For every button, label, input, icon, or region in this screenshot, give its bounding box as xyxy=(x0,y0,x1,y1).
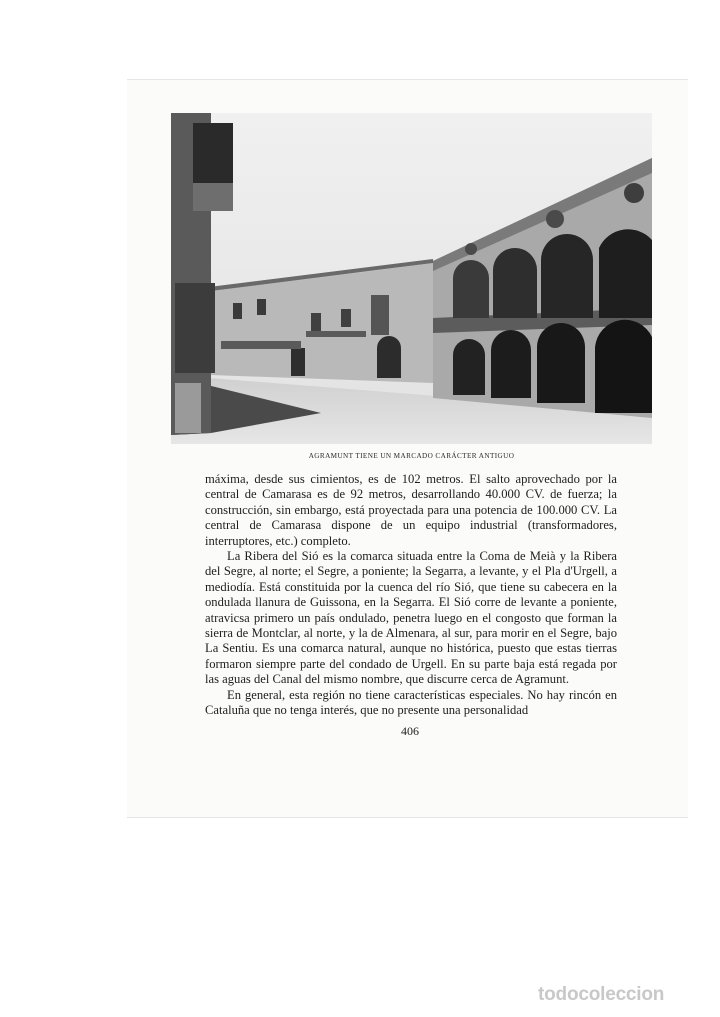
paragraph: máxima, desde sus cimientos, es de 102 metros. El salto aprovechado por la central de Camarasa es de 92 metros, desarrollando 40.000 CV. de fuerza; la construcción, sin embargo, está proyectada para una potencia de 100.000 CV. La central de Camarasa dispone de un equipo industrial (transformadores, interruptores, etc.) completo. xyxy=(205,472,617,548)
photograph xyxy=(171,113,652,444)
watermark-logo: todocoleccion xyxy=(538,984,665,1005)
paragraph: En general, esta región no tiene características especiales. No hay rincón en Cataluña que no tenga interés, que no presente una personalidad xyxy=(205,687,617,718)
article-body xyxy=(205,472,617,719)
page-number: 406 xyxy=(401,724,419,738)
plaza-photo-image xyxy=(171,113,652,444)
paragraph: La Ribera del Sió es la comarca situada entre la Coma de Meià y la Ribera del Segre, al norte; el Segre, a poniente; la Segarra, a levante, y el Pla d'Urgell, a mediodía. Está constituida por la cuenca del río Sió, que tiene su cabecera en la ondulada llanura de Guissona, en la Segarra. El Sió corre de levante a poniente, atravicsa primero un país ondulado, penetra luego en el congosto que forman la sierra de Montclar, al norte, y la de Almenara, al sur, para morir en el Segre, bajo La Sentiu. Es una comarca natural, aunque no histórica, puesto que estas tierras formaron siempre parte del condado de Urgell. En su parte baja está regada por las aguas del Canal del mismo nombre, que discurre cerca de Agramunt. xyxy=(205,549,617,687)
photo-caption: AGRAMUNT TIENE UN MARCADO CARÁCTER ANTIGUO xyxy=(308,452,515,460)
